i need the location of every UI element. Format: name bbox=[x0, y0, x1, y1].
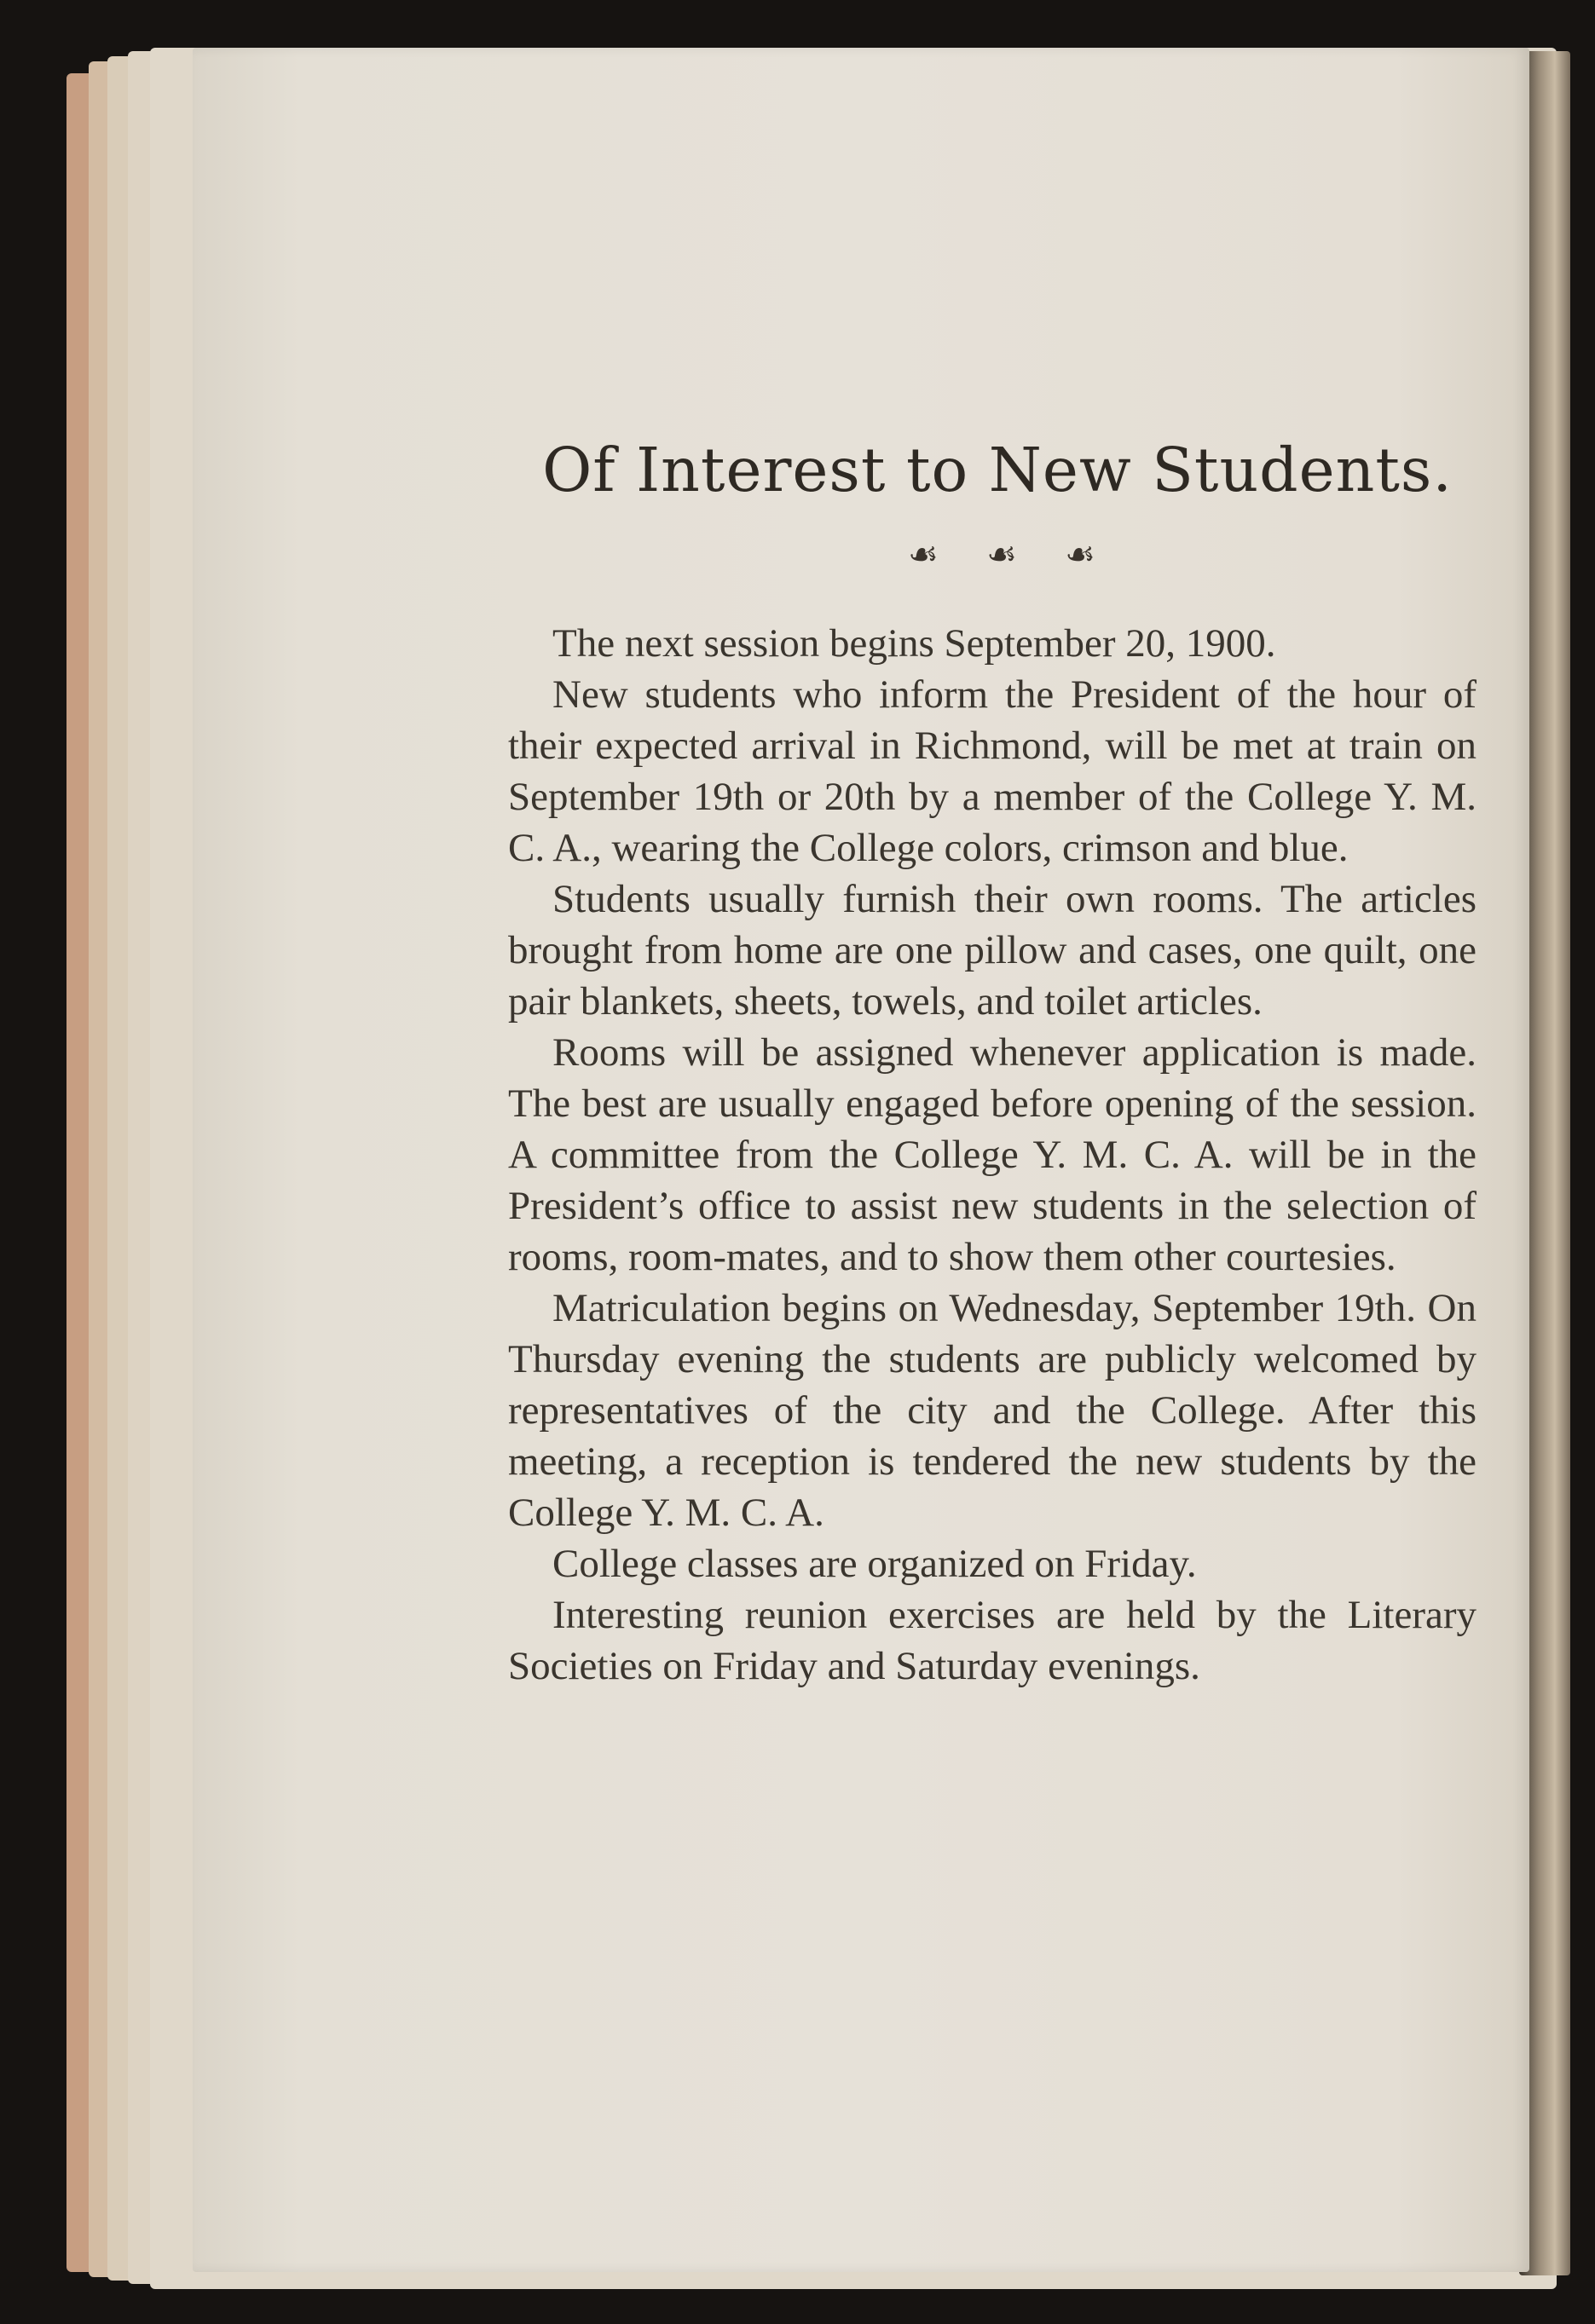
paragraph-furnishings: Students usually furnish their own rooms. The articles brought from home are one pillow and cases, one quilt, one pair blankets, sheets, towels, and toilet articles. bbox=[508, 877, 1477, 1024]
paragraph-matriculation: Matriculation begins on Wednesday, September 19th. On Thursday evening the students are publicly welcomed by representatives of the city and the College. After this meeting, a reception is tendered the new students by the College Y. M. C. A. bbox=[508, 1286, 1477, 1535]
page-title: Of Interest to New Students. bbox=[542, 435, 1453, 505]
paragraph-classes: College classes are organized on Friday. bbox=[552, 1542, 1197, 1586]
body-text bbox=[508, 618, 1477, 1692]
ornament-divider bbox=[908, 535, 1095, 574]
fleuron-icon: ☙ bbox=[986, 535, 1017, 574]
fleuron-icon: ☙ bbox=[1065, 535, 1095, 574]
paragraph-session-start: The next session begins September 20, 1900. bbox=[552, 621, 1276, 666]
paragraph-arrival: New students who inform the President of the hour of their expected arrival in Richmond, will be met at train on September 19th or 20th by a member of the College Y. M. C. A., wearing the College colors, crimson and blue. bbox=[508, 672, 1477, 870]
paragraph-reunion: Interesting reunion exercises are held by the Literary Societies on Friday and Saturday evenings. bbox=[508, 1593, 1477, 1688]
fleuron-icon: ☙ bbox=[908, 535, 939, 574]
paragraph-rooms: Rooms will be assigned whenever application is made. The best are usually engaged before opening of the session. A committee from the College Y. M. C. A. will be in the President’s office to assist new students in the selection of rooms, room-mates, and to show them other courtesies. bbox=[508, 1030, 1477, 1279]
